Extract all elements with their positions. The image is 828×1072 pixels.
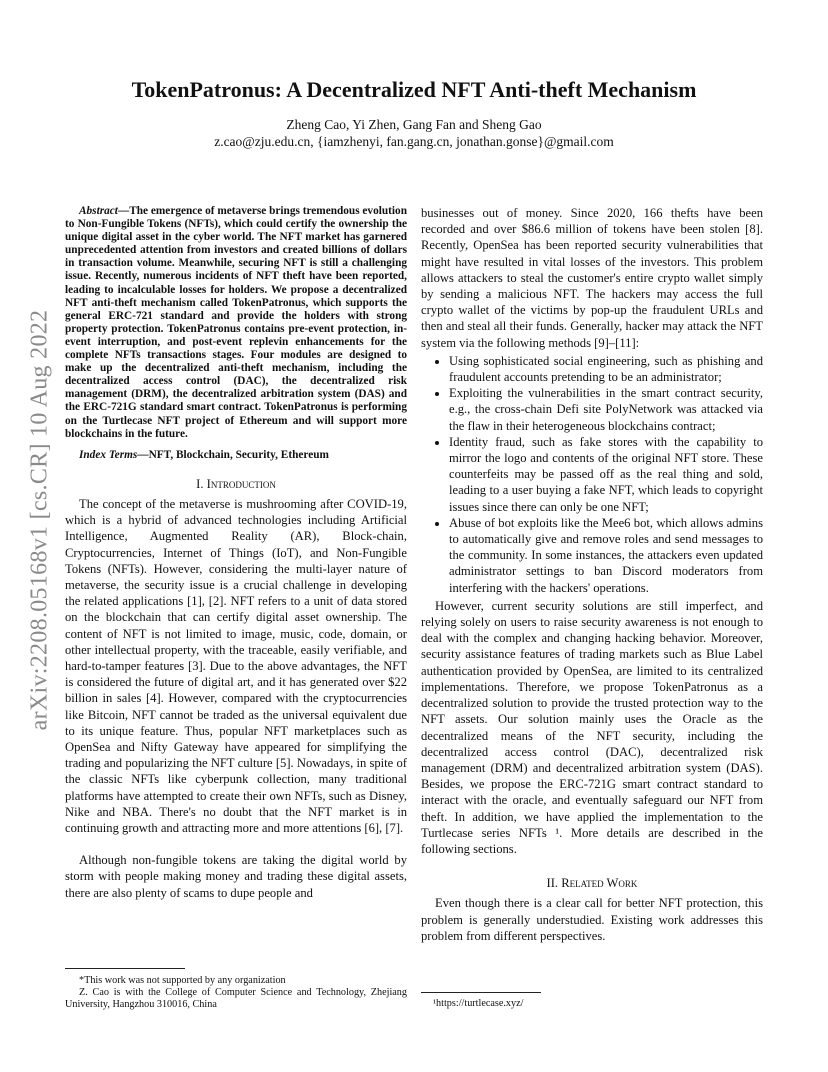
footnote-affiliation: Z. Cao is with the College of Computer Science and Technology, Zhejiang University, Hangzhou 310016, China [65, 987, 407, 1010]
author-list: Zheng Cao, Yi Zhen, Gang Fan and Sheng Gao [286, 117, 542, 132]
footnote-rule-left [65, 968, 185, 969]
footnote-funding: *This work was not supported by any organization [79, 975, 286, 986]
arxiv-identifier: arXiv:2208.05168v1 [cs.CR] 10 Aug 2022 [26, 309, 53, 731]
abstract-text: —The emergence of metaverse brings tremendous evolution to Non-Fungible Tokens (NFTs), which could certify the ownership the unique digital asset in the cyber world. The NFT market has garnered unprecedented attention from investors and created billions of dollars in transaction volume. Meanwhile, securing NFT is still a challenging issue. Recently, numerous incidents of NFT theft have been reported, leading to incalculable losses for holders. We propose a decentralized NFT anti-theft mechanism called TokenPatronus, which supports the general ERC-721 standard and provide the holders with strong property protection. TokenPatronus contains pre-event protection, in-event interruption, and post-event replevin enhancements for the complete NFTs transactions stages. Four modules are designed to make up the decentralized anti-theft mechanism, including the decentralized access control (DAC), the decentralized risk management (DRM), the decentralized arbitration system (DAS) and the ERC-721G standard smart contract. TokenPatronus is performing on the Turtlecase NFT project of Ethereum and will support more blockchains in the future. [65, 205, 407, 440]
footnote-rule-right [421, 992, 541, 993]
list-item: • Exploiting the vulnerabilities in the smart contract security, e.g., the cross-chain Defi site PolyNetwork was attacked via the flaw in their heterogeneous blockchains contract; [449, 385, 763, 434]
footnotes-left [65, 975, 407, 1011]
related-work-paragraph-1: Even though there is a clear call for better NFT protection, this problem is generally understudied. Existing work addresses this problem from different perspectives. [421, 896, 763, 943]
intro-paragraph-2: Although non-fungible tokens are taking the digital world by storm with people making money and trading these digital assets, there are also plenty of scams to dupe people and [65, 853, 407, 900]
index-terms-text: —NFT, Blockchain, Security, Ethereum [137, 448, 329, 461]
abstract-label: Abstract [79, 205, 118, 217]
list-item: • Identity fraud, such as fake stores with the capability to mirror the logo and contents of the original NFT store. These counterfeits may be passed off as the real thing and sold, leading to a user buying a fake NFT, which leads to copyright issues since there can only be one NFT; [449, 434, 763, 515]
footnote-url: ¹https://turtlecase.xyz/ [433, 998, 524, 1009]
paper-title: TokenPatronus: A Decentralized NFT Anti-theft Mechanism [131, 77, 697, 102]
author-emails: z.cao@zju.edu.cn, {iamzhenyi, fan.gang.cn, jonathan.gonse}@gmail.com [214, 134, 614, 149]
index-terms [65, 449, 407, 462]
arxiv-sidebar [20, 280, 60, 760]
intro-paragraph-2-continued: businesses out of money. Since 2020, 166 thefts have been recorded and over $86.6 million of tokens have been stolen [8]. Recently, OpenSea has been reported security vulnerabilities that might have resulted in vital losses of the investors. This problem allows attackers to steal the customer's entire crypto wallet simply by sending a malicious NFT. The hackers may access the full crypto wallet of the victims by pop-up the fraudulent URLs and then and steal all their funds. Generally, hacker may attack the NFT system via the following methods [9]–[11]: [421, 206, 763, 350]
index-terms-label: Index Terms [79, 448, 138, 461]
list-item: • Abuse of bot exploits like the Mee6 bot, which allows admins to automatically give and remove roles and send messages to the community. In some instances, the attackers even updated administrator settings to ban Discord moderators from interfering with the hackers' operations. [449, 515, 763, 596]
attack-methods-list [421, 353, 763, 596]
list-item: • Using sophisticated social engineering, such as phishing and fraudulent accounts pretending to be an administrator; [449, 353, 763, 385]
intro-paragraph-3: However, current security solutions are still imperfect, and relying solely on users to raise security awareness is not enough to deal with the complex and changing hacking behavior. Moreover, security assistance features of trading markets such as Blue Label authentication provided by OpenSea, are limited to its centralized implementations. Therefore, we propose TokenPatronus as a decentralized solution to provide the trusted protection way to the NFT assets. Our solution mainly uses the Oracle as the decentralized means of the NFT security, including the decentralized access control (DAC), decentralized risk management (DRM) and decentralized arbitration system (DAS). Besides, we propose the ERC-721G smart contract standard to interact with the oracle, and eventually safeguard our NFT from theft. In addition, we have applied the implementation to the Turtlecase series NFTs ¹. More details are described in the following sections. [421, 598, 763, 856]
intro-paragraph-1: The concept of the metaverse is mushrooming after COVID-19, which is a hybrid of advanced technologies including Artificial Intelligence, Augmented Reality (AR), Block-chain, Cryptocurrencies, Internet of Things (IoT), and Non-Fungible Tokens (NFTs). However, considering the multi-layer nature of metaverse, the security issue is a crucial challenge in developing the related applications [1], [2]. NFT refers to a unit of data stored on the blockchain that can certify digital asset ownership. The content of NFT is not limited to image, music, code, domain, or other intellectual property, with the traceable, easily verifiable, and hard-to-tamper features [3]. Due to the above advantages, the NFT is considered the future of digital art, and it has generated over $22 billion in sales [4]. However, compared with the cryptocurrencies like Bitcoin, NFT cannot be traded as the universal equivalent due to its unique feature. Thus, popular NFT marketplaces such as OpenSea and Nifty Gateway have appeared for simplifying the trading and popularizing the NFT culture [5]. Nowadays, in spite of the classic NFTs like cyberpunk collection, many traditional platforms have attempted to create their own NFTs, such as Disney, Nike and NBA. There's no doubt that the NFT market is in continuing growth and attracting more and more attentions [6], [7]. [65, 496, 407, 836]
section-heading-related-work: II. Related Work [546, 876, 638, 891]
right-column [421, 205, 763, 944]
abstract [65, 205, 407, 441]
section-heading-introduction: I. Introduction [196, 476, 276, 491]
left-column [65, 205, 407, 901]
